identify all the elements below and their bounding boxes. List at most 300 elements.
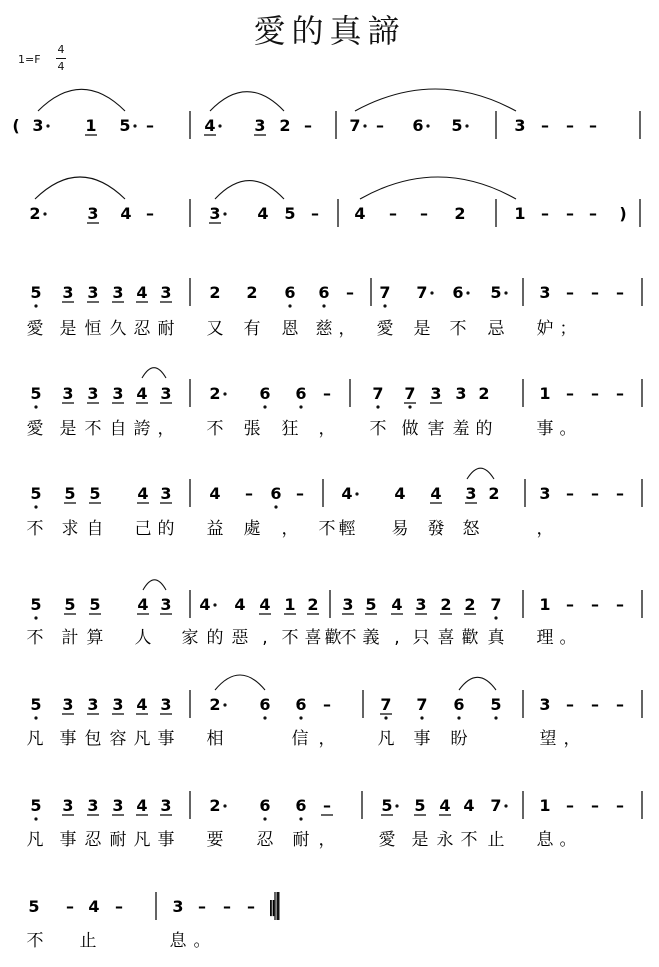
note-dot <box>494 716 497 719</box>
note-token: 4 <box>137 595 149 614</box>
note-token: 4 <box>136 695 148 714</box>
note-token: 3 <box>160 595 172 614</box>
note-dot <box>223 804 226 807</box>
note-token: 3 <box>87 283 99 302</box>
lyric-char: 自 <box>86 519 104 539</box>
note-token: 2 <box>464 595 476 614</box>
note-token: – <box>616 595 624 614</box>
note-dot <box>408 405 411 408</box>
note-token: 4 <box>463 796 475 815</box>
lyric-char: 歡 <box>324 628 342 648</box>
note-token: 5 <box>30 283 42 302</box>
lyric-char: ， <box>318 830 336 850</box>
note-token: 2 <box>488 484 500 503</box>
note-token: 6 <box>453 695 465 714</box>
lyric-char: 信 <box>291 729 309 749</box>
note-token: ‖ <box>268 897 276 916</box>
lyric-char: 愛 <box>376 319 394 339</box>
note-token: 4 <box>430 484 442 503</box>
note-token: 1 <box>539 384 551 403</box>
lyric-char: 是 <box>411 830 429 850</box>
lyric-char: 歡 <box>461 628 479 648</box>
note-token: – <box>566 796 574 815</box>
lyric-char: 誇 <box>133 419 151 439</box>
note-token: 5 <box>490 283 502 302</box>
lyric-char: 永 <box>436 830 454 850</box>
lyric-char: 怒 <box>462 519 480 539</box>
note-token: 5 <box>89 484 101 503</box>
note-token: – <box>304 116 312 135</box>
note-token: 3 <box>539 695 551 714</box>
note-token: 3 <box>62 695 74 714</box>
note-dot <box>363 124 366 127</box>
note-token: – <box>146 116 154 135</box>
lyric-char: 不 <box>369 419 387 439</box>
note-token: 3 <box>430 384 442 403</box>
note-token: – <box>198 897 206 916</box>
note-token: 4 <box>88 897 100 916</box>
lyric-char: 不 <box>318 519 336 539</box>
note-dot <box>299 405 302 408</box>
lyric-char: 事 <box>536 419 554 439</box>
note-token: 4 <box>394 484 406 503</box>
note-dot <box>223 212 226 215</box>
note-token: 3 <box>87 796 99 815</box>
note-dot <box>457 716 460 719</box>
note-token: – <box>346 283 354 302</box>
note-token: 2 <box>478 384 490 403</box>
note-dot <box>274 505 277 508</box>
lyric-char: 不 <box>26 628 44 648</box>
note-token: – <box>616 695 624 714</box>
note-dot <box>465 124 468 127</box>
lyric-char: ， <box>563 729 581 749</box>
note-token: 3 <box>160 384 172 403</box>
lyric-char: 狂 <box>281 419 299 439</box>
note-token: 1 <box>85 116 97 135</box>
slur <box>215 181 284 199</box>
note-token: – <box>591 384 599 403</box>
note-token: – <box>323 796 331 815</box>
lyric-char: 惡 <box>231 628 249 648</box>
lyric-char: 久 <box>109 319 127 339</box>
note-dot <box>46 124 49 127</box>
lyric-char: 理 <box>536 628 554 648</box>
note-token: 3 <box>254 116 266 135</box>
note-token: – <box>616 283 624 302</box>
lyric-char: 事 <box>413 729 431 749</box>
lyric-char: 的 <box>475 419 493 439</box>
note-token: 6 <box>284 283 296 302</box>
note-token: 6 <box>259 695 271 714</box>
lyric-char: , <box>394 628 400 648</box>
note-token: – <box>420 204 428 223</box>
lyric-char: 止 <box>487 830 505 850</box>
slur <box>459 677 496 690</box>
note-token: 3 <box>455 384 467 403</box>
lyric-char: 不 <box>26 519 44 539</box>
lyric-char: 耐 <box>109 830 127 850</box>
note-token: 5 <box>30 484 42 503</box>
note-token: 2 <box>209 695 221 714</box>
lyric-char: 是 <box>413 319 431 339</box>
note-token: – <box>589 204 597 223</box>
note-token: 1 <box>514 204 526 223</box>
note-token: 4 <box>120 204 132 223</box>
note-token: 5 <box>284 204 296 223</box>
lyric-char: 忍 <box>256 830 274 850</box>
lyric-char: 發 <box>427 519 445 539</box>
lyric-char: 不 <box>26 931 44 951</box>
note-dot <box>426 124 429 127</box>
note-token: 3 <box>465 484 477 503</box>
note-dot <box>504 804 507 807</box>
note-dot <box>263 405 266 408</box>
note-token: 5 <box>64 595 76 614</box>
slur <box>210 92 284 111</box>
note-token: 3 <box>209 204 221 223</box>
note-token: – <box>311 204 319 223</box>
note-token: 3 <box>32 116 44 135</box>
note-token: 2 <box>209 384 221 403</box>
note-token: – <box>566 204 574 223</box>
note-token: 2 <box>209 796 221 815</box>
lyric-char: 凡 <box>133 729 151 749</box>
note-dot <box>384 716 387 719</box>
note-token: – <box>247 897 255 916</box>
lyric-char: 相 <box>206 729 224 749</box>
note-token: 6 <box>295 796 307 815</box>
note-dot <box>376 405 379 408</box>
note-token: – <box>591 796 599 815</box>
lyric-char: 人 <box>134 628 152 648</box>
lyric-char: 要 <box>206 830 224 850</box>
lyric-char: 有 <box>243 319 261 339</box>
note-token: 3 <box>160 695 172 714</box>
lyric-char: 己 <box>134 519 152 539</box>
lyric-char: 凡 <box>133 830 151 850</box>
note-token: 3 <box>87 695 99 714</box>
note-token: 4 <box>391 595 403 614</box>
note-token: 3 <box>62 283 74 302</box>
note-token: 4 <box>137 484 149 503</box>
note-token: 5 <box>30 595 42 614</box>
note-dot <box>133 124 136 127</box>
lyric-char: 算 <box>86 628 104 648</box>
note-dot <box>34 817 37 820</box>
lyric-char: 益 <box>206 519 224 539</box>
lyric-char: 義 <box>362 628 380 648</box>
lyric-char: 盼 <box>450 729 468 749</box>
note-token: 2 <box>307 595 319 614</box>
note-token: 4 <box>136 796 148 815</box>
note-token: – <box>616 796 624 815</box>
note-token: 7 <box>490 796 502 815</box>
note-token: 5 <box>28 897 40 916</box>
note-dot <box>299 716 302 719</box>
note-dot <box>420 716 423 719</box>
note-token: 7 <box>490 595 502 614</box>
note-token: 5 <box>414 796 426 815</box>
note-token: 3 <box>539 283 551 302</box>
lyric-char: 恩 <box>281 319 299 339</box>
note-token: – <box>566 595 574 614</box>
note-dot <box>288 304 291 307</box>
note-token: 7 <box>416 695 428 714</box>
lyric-char: 張 <box>243 419 261 439</box>
note-dot <box>213 603 216 606</box>
lyric-char: 事 <box>59 830 77 850</box>
note-token: 3 <box>87 204 99 223</box>
lyric-char: ， <box>338 319 356 339</box>
note-token: 3 <box>87 384 99 403</box>
meter-top: 4 <box>57 43 65 56</box>
note-dot <box>34 616 37 619</box>
note-token: 6 <box>259 796 271 815</box>
note-token: – <box>323 695 331 714</box>
note-dot <box>494 616 497 619</box>
lyric-char: 又 <box>206 319 224 339</box>
note-token: 2 <box>209 283 221 302</box>
slur <box>142 368 166 378</box>
note-token: 3 <box>160 796 172 815</box>
lyric-char: 是 <box>59 419 77 439</box>
note-token: 6 <box>452 283 464 302</box>
note-token: – <box>591 484 599 503</box>
note-token: 3 <box>514 116 526 135</box>
note-token: 3 <box>415 595 427 614</box>
lyric-char: 忍 <box>84 830 102 850</box>
slur <box>215 675 265 690</box>
note-dot <box>383 304 386 307</box>
note-token: 4 <box>136 283 148 302</box>
lyric-char: ， <box>157 419 175 439</box>
note-token: 2 <box>29 204 41 223</box>
note-token: – <box>223 897 231 916</box>
note-token: – <box>616 384 624 403</box>
note-dot <box>34 505 37 508</box>
note-token: 3 <box>112 695 124 714</box>
note-token: 4 <box>257 204 269 223</box>
key-signature: 1=F <box>18 53 41 66</box>
note-token: – <box>245 484 253 503</box>
note-token: – <box>566 484 574 503</box>
lyric-char: 易 <box>391 519 409 539</box>
note-dot <box>223 392 226 395</box>
note-token: – <box>616 484 624 503</box>
note-token: – <box>591 595 599 614</box>
lyric-char: 的 <box>206 628 224 648</box>
lyric-char: 息 <box>169 931 187 951</box>
lyric-char: 恒 <box>84 319 102 339</box>
note-token: – <box>566 116 574 135</box>
note-token: 2 <box>440 595 452 614</box>
note-token: – <box>389 204 397 223</box>
note-dot <box>430 291 433 294</box>
page-title: 愛的真諦 <box>253 12 406 50</box>
note-token: 7 <box>349 116 361 135</box>
lyric-char: 不 <box>281 628 299 648</box>
lyric-char: 耐 <box>157 319 175 339</box>
lyric-char: 家 <box>181 628 199 648</box>
note-token: 3 <box>160 283 172 302</box>
lyric-char: ， <box>318 729 336 749</box>
note-token: 7 <box>372 384 384 403</box>
lyric-char: 的 <box>157 519 175 539</box>
note-token: 4 <box>439 796 451 815</box>
lyric-char: 處 <box>243 519 261 539</box>
note-token: – <box>541 204 549 223</box>
lyric-char: 是 <box>59 319 77 339</box>
note-token: 3 <box>112 796 124 815</box>
lyric-char: 事 <box>59 729 77 749</box>
note-token: 4 <box>136 384 148 403</box>
note-token: 3 <box>112 384 124 403</box>
note-token: 1 <box>539 595 551 614</box>
note-token: 2 <box>454 204 466 223</box>
lyric-char: ， <box>318 419 336 439</box>
note-token: – <box>566 283 574 302</box>
note-token: 1 <box>284 595 296 614</box>
lyric-char: 。 <box>559 830 577 850</box>
note-token: 6 <box>318 283 330 302</box>
slur <box>360 177 516 199</box>
lyric-char: 凡 <box>377 729 395 749</box>
note-token: 4 <box>199 595 211 614</box>
note-token: 2 <box>279 116 291 135</box>
lyric-char: , <box>262 628 268 648</box>
lyric-char: 止 <box>79 931 97 951</box>
lyric-char: 望 <box>539 729 557 749</box>
note-token: – <box>566 695 574 714</box>
note-dot <box>322 304 325 307</box>
lyric-char: 輕 <box>338 519 356 539</box>
note-token: 3 <box>342 595 354 614</box>
lyric-char: 不 <box>206 419 224 439</box>
lyric-char: 喜 <box>437 628 455 648</box>
note-token: ) <box>619 204 627 223</box>
slur <box>467 468 494 479</box>
note-token: 3 <box>172 897 184 916</box>
note-token: – <box>296 484 304 503</box>
slur <box>38 89 125 111</box>
lyric-char: 。 <box>559 628 577 648</box>
lyric-char: 慈 <box>315 319 333 339</box>
meter-bottom: 4 <box>57 60 65 73</box>
lyric-char: 自 <box>109 419 127 439</box>
note-token: 3 <box>62 796 74 815</box>
note-token: 4 <box>204 116 216 135</box>
lyric-char: 不 <box>449 319 467 339</box>
note-token: 5 <box>30 384 42 403</box>
note-token: 6 <box>259 384 271 403</box>
note-token: 3 <box>160 484 172 503</box>
note-token: 6 <box>412 116 424 135</box>
note-token: 7 <box>404 384 416 403</box>
note-token: 6 <box>270 484 282 503</box>
lyric-char: 不 <box>339 628 357 648</box>
lyric-char: ， <box>281 519 299 539</box>
note-dot <box>43 212 46 215</box>
note-token: 4 <box>354 204 366 223</box>
lyric-char: 。 <box>559 419 577 439</box>
note-dot <box>395 804 398 807</box>
note-token: – <box>115 897 123 916</box>
lyric-char: ； <box>559 319 577 339</box>
note-dot <box>263 817 266 820</box>
lyric-char: ， <box>536 519 554 539</box>
lyric-char: 妒 <box>536 319 554 339</box>
note-token: 6 <box>295 695 307 714</box>
note-token: 5 <box>89 595 101 614</box>
lyric-char: 。 <box>193 931 211 951</box>
note-token: 4 <box>209 484 221 503</box>
note-token: 5 <box>365 595 377 614</box>
lyric-char: 忍 <box>133 319 151 339</box>
lyric-char: 息 <box>536 830 554 850</box>
lyric-char: 愛 <box>378 830 396 850</box>
lyric-char: 凡 <box>26 830 44 850</box>
note-token: 4 <box>341 484 353 503</box>
note-dot <box>218 124 221 127</box>
note-token: – <box>376 116 384 135</box>
note-token: – <box>323 384 331 403</box>
note-token: 7 <box>379 283 391 302</box>
note-token: 5 <box>381 796 393 815</box>
note-token: – <box>591 695 599 714</box>
note-token: 5 <box>490 695 502 714</box>
note-token: ( <box>12 116 20 135</box>
note-token: 3 <box>62 384 74 403</box>
lyric-char: 做 <box>401 419 419 439</box>
lyric-char: 真 <box>487 628 505 648</box>
note-dot <box>34 716 37 719</box>
note-dot <box>34 405 37 408</box>
lyric-char: 羞 <box>452 419 470 439</box>
lyric-char: 計 <box>61 628 79 648</box>
slur <box>143 580 166 590</box>
note-token: 3 <box>112 283 124 302</box>
lyric-char: 求 <box>61 519 79 539</box>
lyric-char: 凡 <box>26 729 44 749</box>
lyric-char: 不 <box>84 419 102 439</box>
note-token: – <box>591 283 599 302</box>
note-token: 5 <box>30 695 42 714</box>
note-dot <box>355 492 358 495</box>
note-token: 7 <box>380 695 392 714</box>
note-token: 5 <box>64 484 76 503</box>
lyric-char: 容 <box>109 729 127 749</box>
note-dot <box>263 716 266 719</box>
note-token: 7 <box>416 283 428 302</box>
note-token: – <box>146 204 154 223</box>
slur <box>35 177 125 199</box>
lyric-char: 喜 <box>304 628 322 648</box>
lyric-char: 愛 <box>26 319 44 339</box>
note-token: 1 <box>539 796 551 815</box>
note-token: 5 <box>30 796 42 815</box>
lyric-char: 事 <box>157 729 175 749</box>
note-dot <box>299 817 302 820</box>
note-token: 5 <box>119 116 131 135</box>
note-token: 4 <box>259 595 271 614</box>
note-token: 5 <box>451 116 463 135</box>
lyric-char: 包 <box>84 729 102 749</box>
note-dot <box>504 291 507 294</box>
lyric-char: 不 <box>460 830 478 850</box>
lyric-char: 只 <box>412 628 430 648</box>
note-token: – <box>566 384 574 403</box>
